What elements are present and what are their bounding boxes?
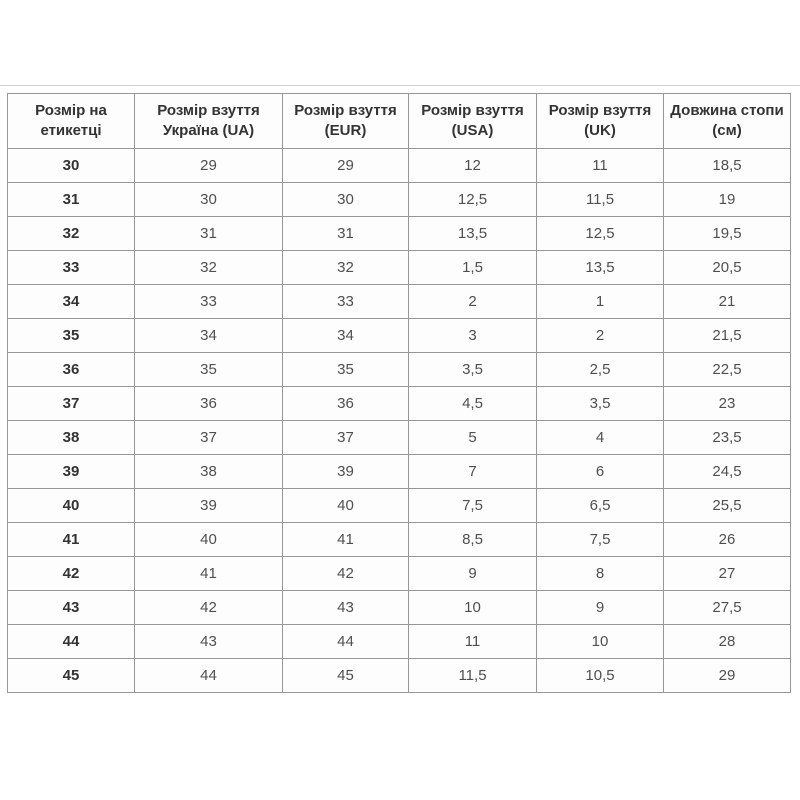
table-row [8,455,791,489]
size-value-cell: 7,5 [409,489,537,523]
size-value-cell: 2 [409,285,537,319]
label-size-cell: 39 [8,455,135,489]
table-row [8,421,791,455]
table-row [8,251,791,285]
header-uk-size: Розмір взуття (UK) [537,94,664,149]
size-value-cell: 22,5 [664,353,791,387]
table-row [8,353,791,387]
size-value-cell: 18,5 [664,149,791,183]
size-value-cell: 27 [664,557,791,591]
size-value-cell: 33 [135,285,283,319]
table-row [8,625,791,659]
size-value-cell: 1 [537,285,664,319]
table-row [8,591,791,625]
size-value-cell: 44 [283,625,409,659]
table-row [8,183,791,217]
table-row [8,489,791,523]
size-value-cell: 41 [283,523,409,557]
size-value-cell: 23,5 [664,421,791,455]
table-row [8,217,791,251]
size-value-cell: 27,5 [664,591,791,625]
table-row [8,285,791,319]
size-value-cell: 19,5 [664,217,791,251]
label-size-cell: 34 [8,285,135,319]
size-value-cell: 19 [664,183,791,217]
top-divider [0,85,800,86]
size-value-cell: 10 [409,591,537,625]
size-value-cell: 13,5 [537,251,664,285]
size-value-cell: 10,5 [537,659,664,693]
size-value-cell: 36 [283,387,409,421]
header-row [8,94,791,149]
table-body [8,149,791,693]
size-value-cell: 43 [283,591,409,625]
size-value-cell: 35 [135,353,283,387]
size-value-cell: 29 [135,149,283,183]
size-value-cell: 7,5 [537,523,664,557]
size-value-cell: 6 [537,455,664,489]
size-value-cell: 4 [537,421,664,455]
size-value-cell: 1,5 [409,251,537,285]
size-value-cell: 11,5 [409,659,537,693]
size-value-cell: 29 [283,149,409,183]
label-size-cell: 31 [8,183,135,217]
size-value-cell: 11 [409,625,537,659]
size-value-cell: 5 [409,421,537,455]
size-value-cell: 40 [283,489,409,523]
size-value-cell: 31 [283,217,409,251]
size-value-cell: 35 [283,353,409,387]
size-value-cell: 32 [135,251,283,285]
size-value-cell: 42 [283,557,409,591]
size-value-cell: 11 [537,149,664,183]
size-value-cell: 6,5 [537,489,664,523]
label-size-cell: 40 [8,489,135,523]
label-size-cell: 38 [8,421,135,455]
label-size-cell: 44 [8,625,135,659]
size-value-cell: 44 [135,659,283,693]
size-value-cell: 10 [537,625,664,659]
table-row [8,319,791,353]
label-size-cell: 35 [8,319,135,353]
header-eur-size: Розмір взуття (EUR) [283,94,409,149]
size-value-cell: 34 [283,319,409,353]
label-size-cell: 30 [8,149,135,183]
header-usa-size: Розмір взуття (USA) [409,94,537,149]
table-row [8,387,791,421]
table-row [8,523,791,557]
size-value-cell: 25,5 [664,489,791,523]
table-row [8,659,791,693]
label-size-cell: 45 [8,659,135,693]
label-size-cell: 37 [8,387,135,421]
size-value-cell: 23 [664,387,791,421]
header-ua-size: Розмір взуття Україна (UA) [135,94,283,149]
size-value-cell: 2 [537,319,664,353]
size-value-cell: 45 [283,659,409,693]
size-value-cell: 3 [409,319,537,353]
size-value-cell: 32 [283,251,409,285]
size-value-cell: 42 [135,591,283,625]
size-value-cell: 9 [537,591,664,625]
header-foot-length: Довжина стопи (см) [664,94,791,149]
size-value-cell: 24,5 [664,455,791,489]
size-value-cell: 30 [283,183,409,217]
size-value-cell: 40 [135,523,283,557]
size-value-cell: 28 [664,625,791,659]
size-value-cell: 12,5 [537,217,664,251]
label-size-cell: 41 [8,523,135,557]
table-row [8,557,791,591]
size-value-cell: 9 [409,557,537,591]
size-value-cell: 3,5 [409,353,537,387]
size-value-cell: 37 [135,421,283,455]
size-value-cell: 31 [135,217,283,251]
table-row [8,149,791,183]
size-value-cell: 8,5 [409,523,537,557]
size-value-cell: 39 [283,455,409,489]
size-value-cell: 11,5 [537,183,664,217]
size-value-cell: 13,5 [409,217,537,251]
size-value-cell: 3,5 [537,387,664,421]
shoe-size-conversion-table [7,93,791,693]
size-value-cell: 36 [135,387,283,421]
size-value-cell: 12,5 [409,183,537,217]
size-value-cell: 21 [664,285,791,319]
size-value-cell: 43 [135,625,283,659]
size-value-cell: 26 [664,523,791,557]
size-value-cell: 4,5 [409,387,537,421]
size-value-cell: 8 [537,557,664,591]
size-value-cell: 29 [664,659,791,693]
label-size-cell: 32 [8,217,135,251]
size-value-cell: 20,5 [664,251,791,285]
size-value-cell: 30 [135,183,283,217]
size-value-cell: 21,5 [664,319,791,353]
size-value-cell: 37 [283,421,409,455]
size-value-cell: 38 [135,455,283,489]
label-size-cell: 33 [8,251,135,285]
label-size-cell: 42 [8,557,135,591]
label-size-cell: 43 [8,591,135,625]
header-label-size: Розмір на етикетці [8,94,135,149]
size-value-cell: 12 [409,149,537,183]
size-value-cell: 41 [135,557,283,591]
size-value-cell: 34 [135,319,283,353]
label-size-cell: 36 [8,353,135,387]
size-value-cell: 7 [409,455,537,489]
size-value-cell: 2,5 [537,353,664,387]
size-value-cell: 33 [283,285,409,319]
size-value-cell: 39 [135,489,283,523]
